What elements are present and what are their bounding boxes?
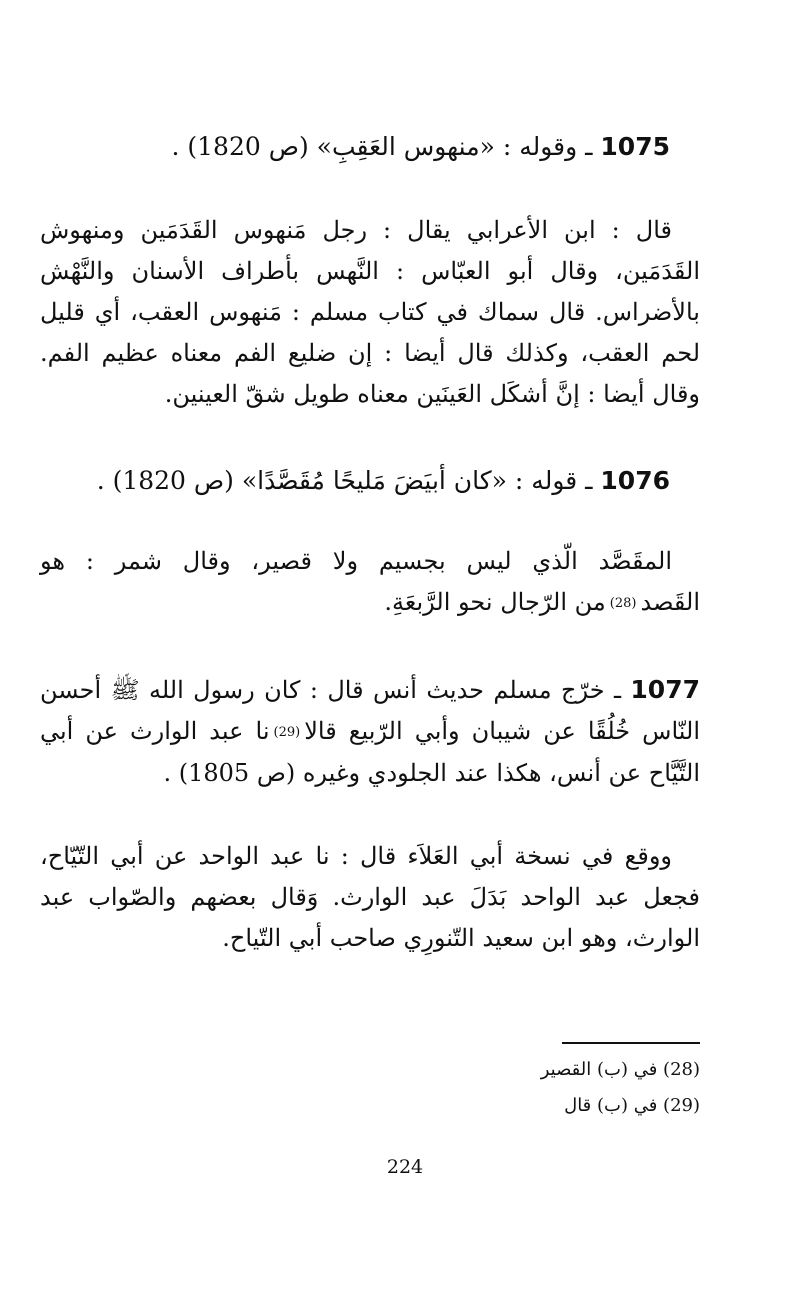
paragraph-1077-continued: ووقع في نسخة أبي العَلاَء قال : نا عبد الواحد عن أبي التّيّاح، فجعل عبد الواحد بَدَلَ عبد الوارث. وَقال بعضهم والصّواب عبد الوارث، وهو ابن سعيد التّنورِي صاحب أبي التّياح. xyxy=(40,842,700,952)
paragraph-text-continued: من الرّجال نحو الرَّبعَةِ. xyxy=(384,588,606,616)
footnote-separator xyxy=(562,1042,700,1044)
footnote-29: (29) في (ب) قال xyxy=(564,1095,700,1116)
paragraph-text: ـ خرّج مسلم حديث أنس قال : كان رسول الله ﷺ أحسن النّاس خُلُقًا عن شيبان وأبي الرّبيع قالا xyxy=(40,676,701,745)
footnote-ref-29: (29) xyxy=(273,725,301,740)
entry-number: 1075 xyxy=(600,132,670,161)
entry-number: 1076 xyxy=(600,466,670,495)
paragraph-text-continued: نا عبد الوارث عن أبي التَّيَّاح عن أنس، هكذا عند الجلودي وغيره (ص 1805) . xyxy=(40,717,700,787)
paragraph-text: المقَصَّد الّذي ليس بجسيم ولا قصير، وقال شمر : هو القَصد xyxy=(40,547,700,616)
book-page xyxy=(40,0,700,1316)
page-number: 224 xyxy=(386,1156,424,1178)
paragraph-1076 xyxy=(40,541,700,624)
entry-heading-text: ـ وقوله : «منهوس العَقِبِ» (ص 1820) . xyxy=(171,132,601,161)
entry-number: 1077 xyxy=(630,675,700,704)
paragraph-1077 xyxy=(40,669,700,794)
entry-heading-text: ـ قوله : «كان أبيَضَ مَليحًا مُقَصَّدًا» (ص 1820) . xyxy=(96,466,601,495)
footnote-ref-28: (28) xyxy=(609,596,637,611)
footnote-28: (28) في (ب) القصير xyxy=(540,1059,700,1080)
entry-heading-1075 xyxy=(40,127,670,167)
paragraph-1075: قال : ابن الأعرابي يقال : رجل مَنهوس القَدَمَين ومنهوش القَدَمَين، وقال أبو العبّاس : النَّهس بأطراف الأسنان والنَّهْش بالأضراس. قال سماك في كتاب مسلم : مَنهوس العقب، أي قليل لحم العقب، وكذلك قال أيضا : إن ضليع الفم معناه عظيم الفم. وقال أيضا : إنَّ أشكَل العَينَين معناه طويل شقّ العينين. xyxy=(40,216,700,408)
entry-heading-1076 xyxy=(40,461,670,501)
